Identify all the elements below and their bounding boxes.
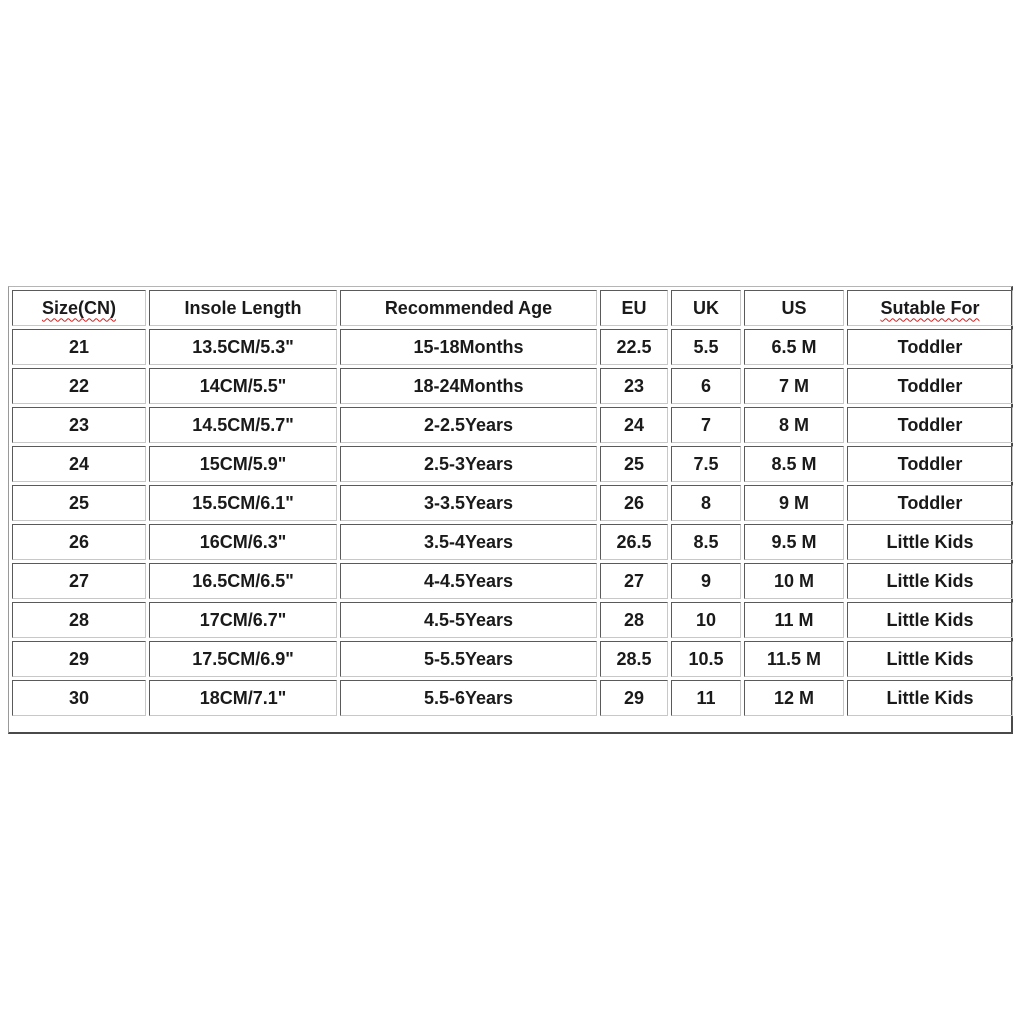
header-row — [12, 290, 1013, 326]
suitable-for-cell: Little Kids — [847, 563, 1013, 599]
eu-size-cell: 28 — [600, 602, 668, 638]
table-row — [12, 563, 1013, 599]
size-cn-cell: 29 — [12, 641, 146, 677]
size-cn-cell: 25 — [12, 485, 146, 521]
uk-size-cell: 7.5 — [671, 446, 741, 482]
us-size-cell: 10 M — [744, 563, 844, 599]
header-us: US — [744, 290, 844, 326]
uk-size-cell: 7 — [671, 407, 741, 443]
recommended-age-cell: 3.5-4Years — [340, 524, 597, 560]
insole-length-cell: 16CM/6.3" — [149, 524, 337, 560]
table-row — [12, 680, 1013, 716]
us-size-cell: 7 M — [744, 368, 844, 404]
eu-size-cell: 23 — [600, 368, 668, 404]
insole-length-cell: 16.5CM/6.5" — [149, 563, 337, 599]
insole-length-cell: 17CM/6.7" — [149, 602, 337, 638]
suitable-for-cell: Little Kids — [847, 524, 1013, 560]
suitable-for-cell: Little Kids — [847, 680, 1013, 716]
eu-size-cell: 26.5 — [600, 524, 668, 560]
table-row — [12, 602, 1013, 638]
header-eu: EU — [600, 290, 668, 326]
size-cn-cell: 24 — [12, 446, 146, 482]
size-cn-cell: 22 — [12, 368, 146, 404]
size-cn-cell: 30 — [12, 680, 146, 716]
size-chart — [8, 286, 1013, 734]
us-size-cell: 11.5 M — [744, 641, 844, 677]
table-row — [12, 641, 1013, 677]
recommended-age-cell: 4.5-5Years — [340, 602, 597, 638]
uk-size-cell: 9 — [671, 563, 741, 599]
insole-length-cell: 14CM/5.5" — [149, 368, 337, 404]
table-row — [12, 446, 1013, 482]
uk-size-cell: 10 — [671, 602, 741, 638]
us-size-cell: 8.5 M — [744, 446, 844, 482]
insole-length-cell: 18CM/7.1" — [149, 680, 337, 716]
uk-size-cell: 8.5 — [671, 524, 741, 560]
insole-length-cell: 13.5CM/5.3" — [149, 329, 337, 365]
insole-length-cell: 15.5CM/6.1" — [149, 485, 337, 521]
size-chart-table — [9, 287, 1016, 719]
recommended-age-cell: 2.5-3Years — [340, 446, 597, 482]
recommended-age-cell: 18-24Months — [340, 368, 597, 404]
header-recommended-age: Recommended Age — [340, 290, 597, 326]
size-cn-cell: 21 — [12, 329, 146, 365]
suitable-for-cell: Toddler — [847, 446, 1013, 482]
header-uk: UK — [671, 290, 741, 326]
eu-size-cell: 27 — [600, 563, 668, 599]
eu-size-cell: 28.5 — [600, 641, 668, 677]
us-size-cell: 9.5 M — [744, 524, 844, 560]
us-size-cell: 6.5 M — [744, 329, 844, 365]
eu-size-cell: 26 — [600, 485, 668, 521]
eu-size-cell: 22.5 — [600, 329, 668, 365]
eu-size-cell: 25 — [600, 446, 668, 482]
us-size-cell: 11 M — [744, 602, 844, 638]
table-row — [12, 485, 1013, 521]
uk-size-cell: 10.5 — [671, 641, 741, 677]
size-cn-cell: 28 — [12, 602, 146, 638]
insole-length-cell: 17.5CM/6.9" — [149, 641, 337, 677]
table-row — [12, 524, 1013, 560]
table-row — [12, 368, 1013, 404]
us-size-cell: 8 M — [744, 407, 844, 443]
us-size-cell: 9 M — [744, 485, 844, 521]
suitable-for-cell: Toddler — [847, 407, 1013, 443]
uk-size-cell: 8 — [671, 485, 741, 521]
insole-length-cell: 14.5CM/5.7" — [149, 407, 337, 443]
uk-size-cell: 6 — [671, 368, 741, 404]
eu-size-cell: 24 — [600, 407, 668, 443]
header-insole-length: Insole Length — [149, 290, 337, 326]
suitable-for-cell: Little Kids — [847, 641, 1013, 677]
suitable-for-cell: Toddler — [847, 368, 1013, 404]
recommended-age-cell: 4-4.5Years — [340, 563, 597, 599]
recommended-age-cell: 2-2.5Years — [340, 407, 597, 443]
table-row — [12, 407, 1013, 443]
suitable-for-cell: Little Kids — [847, 602, 1013, 638]
suitable-for-cell: Toddler — [847, 485, 1013, 521]
eu-size-cell: 29 — [600, 680, 668, 716]
uk-size-cell: 11 — [671, 680, 741, 716]
size-cn-cell: 27 — [12, 563, 146, 599]
us-size-cell: 12 M — [744, 680, 844, 716]
suitable-for-cell: Toddler — [847, 329, 1013, 365]
recommended-age-cell: 3-3.5Years — [340, 485, 597, 521]
header-sutable-for: Sutable For — [847, 290, 1013, 326]
insole-length-cell: 15CM/5.9" — [149, 446, 337, 482]
recommended-age-cell: 5.5-6Years — [340, 680, 597, 716]
header-size-cn: Size(CN) — [12, 290, 146, 326]
recommended-age-cell: 15-18Months — [340, 329, 597, 365]
recommended-age-cell: 5-5.5Years — [340, 641, 597, 677]
size-cn-cell: 23 — [12, 407, 146, 443]
table-row — [12, 329, 1013, 365]
size-cn-cell: 26 — [12, 524, 146, 560]
uk-size-cell: 5.5 — [671, 329, 741, 365]
